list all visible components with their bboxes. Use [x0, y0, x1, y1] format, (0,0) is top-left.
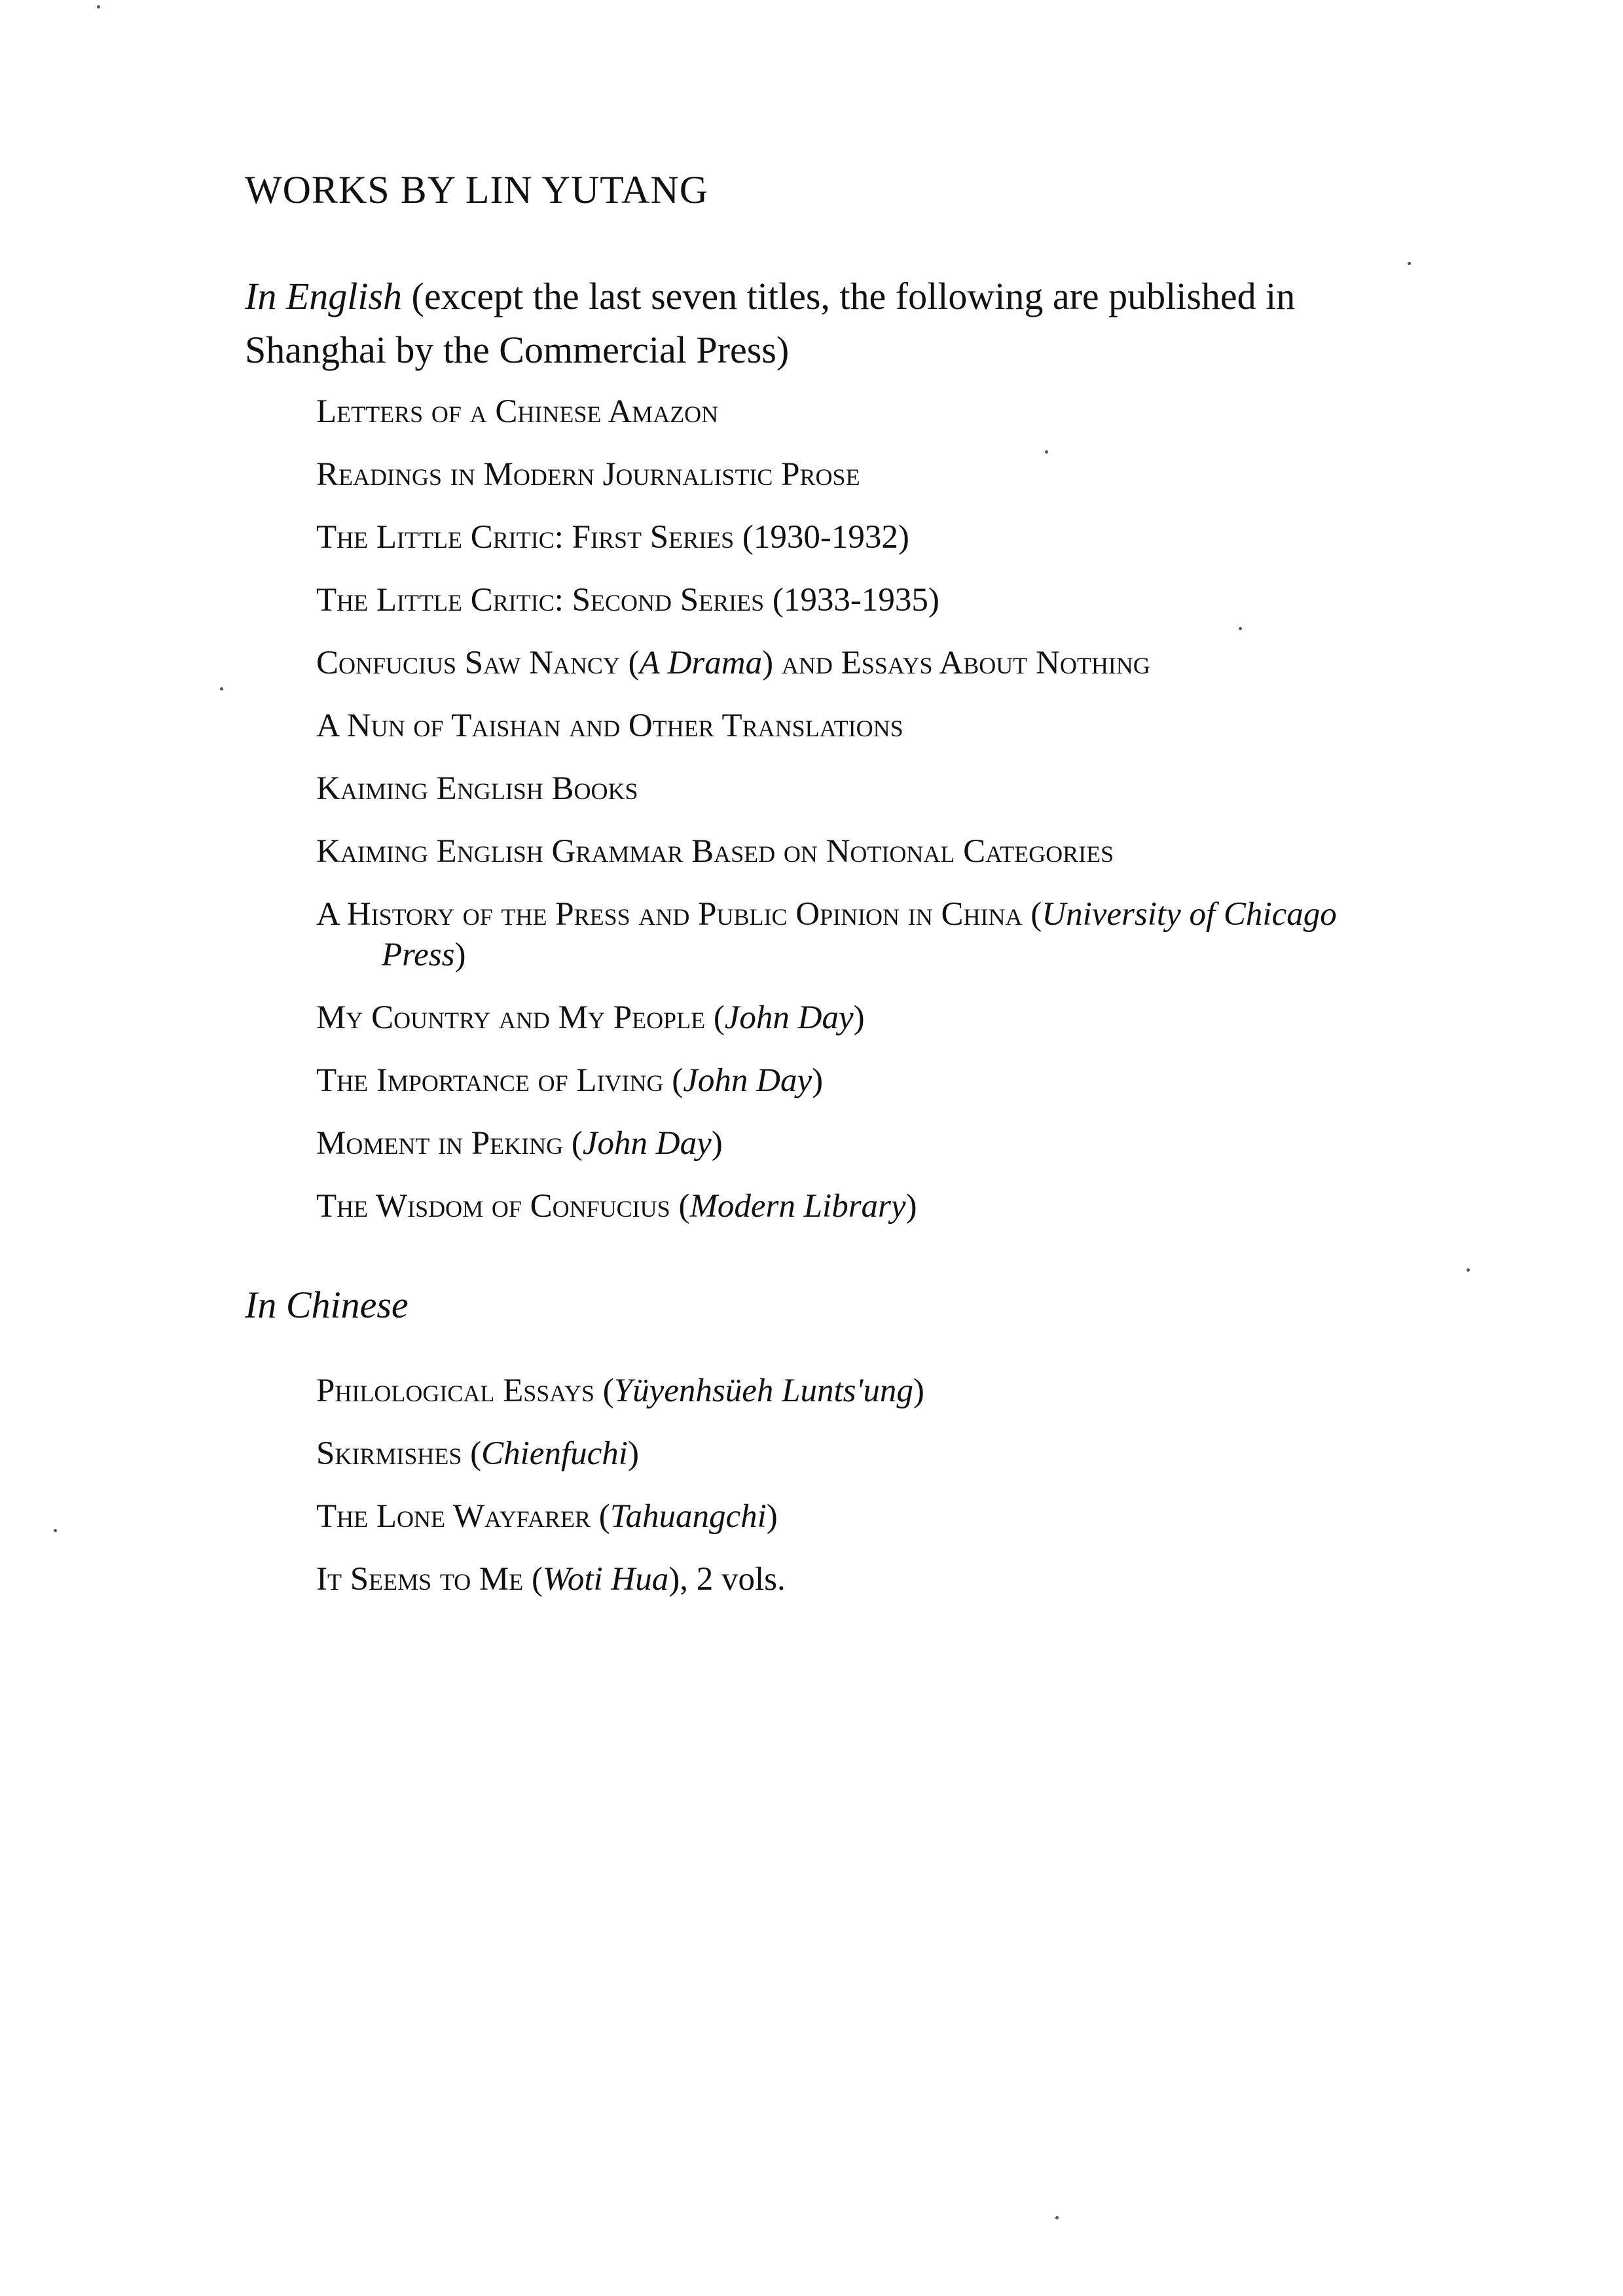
scan-speck: [1408, 262, 1411, 265]
list-item: The Little Critic: First Series (1930-1932): [316, 519, 909, 556]
list-item: Kaiming English Books: [316, 770, 638, 807]
list-item: Philological Essays (Yüyenhsüeh Lunts'ung): [316, 1372, 924, 1409]
list-item: Readings in Modern Journalistic Prose: [316, 456, 860, 493]
list-item: The Wisdom of Confucius (Modern Library): [316, 1188, 917, 1225]
list-item: A History of the Press and Public Opinion in China (University of Chicago Press): [316, 896, 1337, 973]
page-heading: WORKS BY LIN YUTANG: [245, 168, 709, 211]
scan-speck: [220, 687, 223, 691]
english-works-list: [316, 391, 1416, 1249]
list-item: The Lone Wayfarer (Tahuangchi): [316, 1498, 778, 1535]
english-publication-note: (except the last seven titles, the following are published in Shanghai by the Commercial Press): [245, 275, 1296, 371]
list-item: Letters of a Chinese Amazon: [316, 393, 719, 430]
chinese-works-list: [316, 1371, 1416, 1622]
list-item: It Seems to Me (Woti Hua), 2 vols.: [316, 1561, 786, 1598]
scan-speck: [1467, 1268, 1470, 1272]
list-item: Confucius Saw Nancy (A Drama) and Essays About Nothing: [316, 645, 1150, 681]
list-item: My Country and My People (John Day): [316, 999, 865, 1036]
list-item: The Little Critic: Second Series (1933-1935): [316, 582, 939, 619]
list-item: A Nun of Taishan and Other Translations: [316, 708, 903, 744]
scan-speck: [54, 1529, 57, 1532]
list-item: Moment in Peking (John Day): [316, 1125, 723, 1162]
english-language-label: In English: [245, 275, 403, 317]
scan-speck: [1055, 2216, 1059, 2219]
chinese-section-heading: In Chinese: [245, 1283, 409, 1326]
list-item: The Importance of Living (John Day): [316, 1062, 824, 1099]
scan-speck: [1239, 627, 1242, 630]
scan-speck: [1045, 450, 1048, 454]
scan-speck: [97, 5, 100, 9]
english-intro: [245, 270, 1384, 377]
list-item: Skirmishes (Chienfuchi): [316, 1435, 639, 1472]
list-item: Kaiming English Grammar Based on Notional Categories: [316, 833, 1114, 870]
